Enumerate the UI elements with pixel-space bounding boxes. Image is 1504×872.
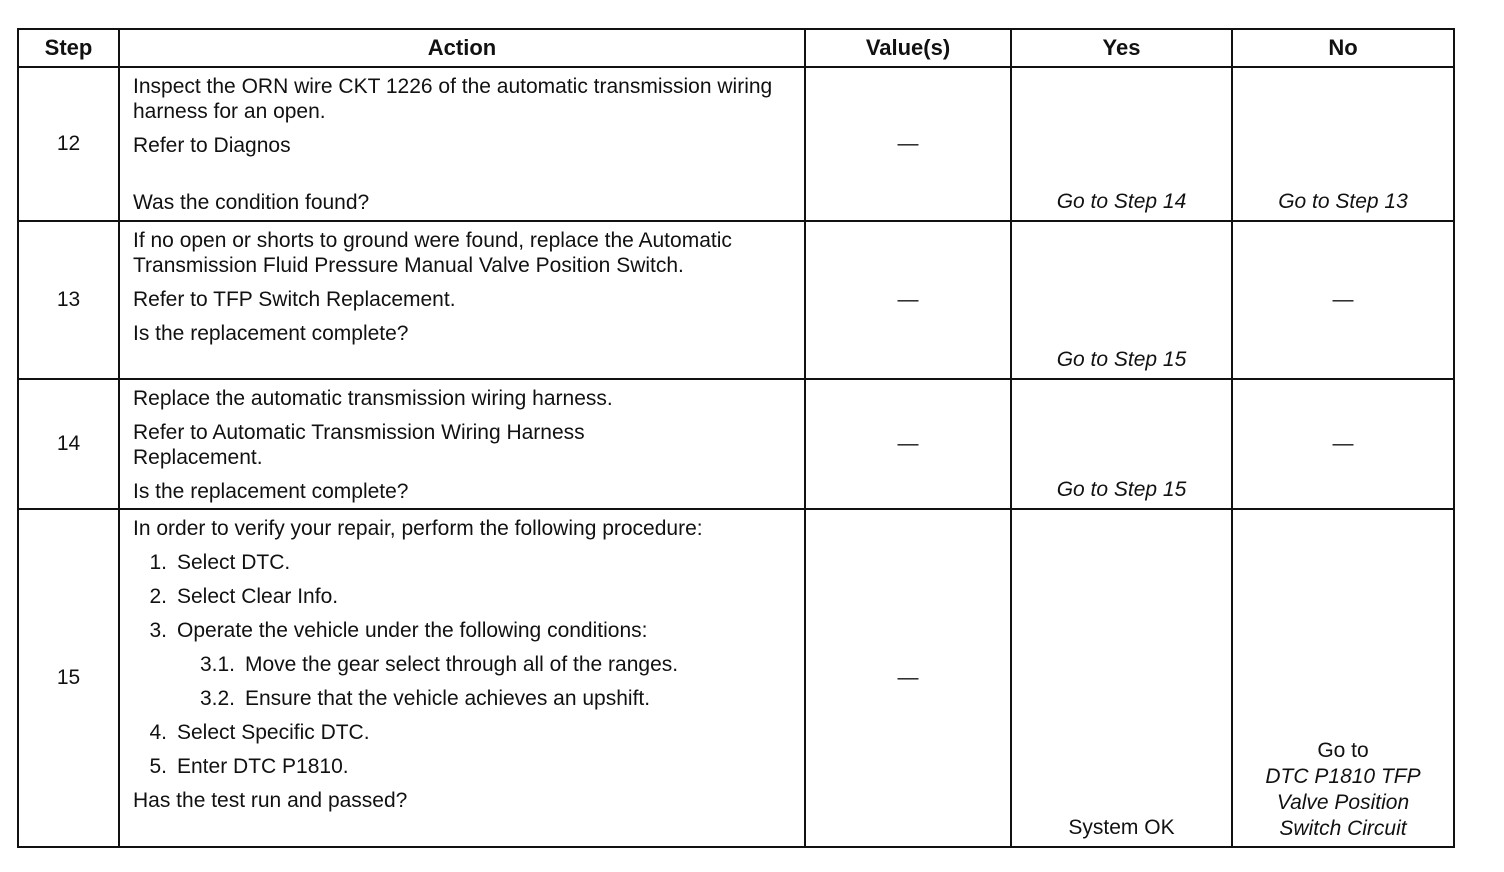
header-row [18, 29, 1454, 67]
list-item: 2. Select Clear Info. [149, 585, 339, 608]
table-row [18, 509, 1454, 847]
action-text: Inspect the ORN wire CKT 1226 of the automatic transmission wiring harness for an open. [133, 75, 773, 123]
table-row [18, 67, 1454, 221]
no-cell [1232, 221, 1454, 379]
value-dash: — [897, 288, 919, 311]
header-values: Value(s) [805, 29, 1011, 67]
value-cell [805, 67, 1011, 221]
no-dash: — [1332, 288, 1354, 311]
table-row [18, 379, 1454, 509]
action-cell [119, 379, 805, 509]
value-dash: — [897, 432, 919, 455]
action-question: Was the condition found? [133, 191, 370, 214]
value-dash: — [897, 132, 919, 155]
action-question: Is the replacement complete? [133, 480, 409, 503]
table-row [18, 221, 1454, 379]
action-text: If no open or shorts to ground were found, replace the Automatic Transmission Fluid Pressure Manual Valve Position Switch. [133, 229, 732, 277]
action-question: Is the replacement complete? [133, 322, 409, 345]
yes-cell [1011, 221, 1232, 379]
yes-link[interactable]: Go to Step 15 [1056, 348, 1187, 371]
header-step: Step [18, 29, 119, 67]
header-no: No [1232, 29, 1454, 67]
no-link-line: DTC P1810 TFP [1265, 765, 1421, 788]
action-reference: Refer to Automatic Transmission Wiring Harness Replacement. [133, 421, 585, 469]
action-reference: Refer to TFP Switch Replacement. [133, 288, 456, 311]
step-number: 14 [18, 379, 119, 509]
step-number: 15 [18, 509, 119, 847]
value-cell [805, 221, 1011, 379]
procedure-list [133, 550, 796, 779]
list-item: 4. Select Specific DTC. [149, 721, 370, 744]
yes-cell [1011, 379, 1232, 509]
action-reference: Refer to Diagnos [133, 134, 291, 157]
no-cell [1232, 509, 1454, 847]
value-cell [805, 379, 1011, 509]
no-link-line: Valve Position [1276, 791, 1410, 814]
yes-result: System OK [1068, 816, 1175, 839]
diagnostic-table [17, 28, 1455, 848]
list-item: 3.2. Ensure that the vehicle achieves an upshift. [199, 687, 651, 710]
no-link-line: Go to [1317, 739, 1369, 762]
header-action: Action [119, 29, 805, 67]
yes-link[interactable]: Go to Step 14 [1056, 190, 1187, 213]
list-item: 3. Operate the vehicle under the following conditions: [149, 619, 648, 642]
no-link[interactable]: Go to Step 13 [1278, 190, 1408, 213]
no-dash: — [1332, 432, 1354, 455]
action-cell [119, 509, 805, 847]
no-link-line: Switch Circuit [1279, 817, 1407, 840]
action-text: In order to verify your repair, perform the following procedure: [133, 517, 703, 540]
value-dash: — [897, 666, 919, 689]
list-item: 3.1. Move the gear select through all of the ranges. [199, 653, 679, 676]
header-yes: Yes [1011, 29, 1232, 67]
yes-link[interactable]: Go to Step 15 [1056, 478, 1187, 501]
value-cell [805, 509, 1011, 847]
action-cell [119, 67, 805, 221]
list-item: 1. Select DTC. [149, 551, 291, 574]
action-question: Has the test run and passed? [133, 789, 408, 812]
step-number: 12 [18, 67, 119, 221]
action-cell [119, 221, 805, 379]
yes-cell [1011, 509, 1232, 847]
step-number: 13 [18, 221, 119, 379]
yes-cell [1011, 67, 1232, 221]
no-cell [1232, 379, 1454, 509]
no-link[interactable] [1233, 738, 1453, 842]
list-item: 5. Enter DTC P1810. [149, 755, 349, 778]
no-cell [1232, 67, 1454, 221]
action-text: Replace the automatic transmission wiring harness. [133, 387, 613, 410]
